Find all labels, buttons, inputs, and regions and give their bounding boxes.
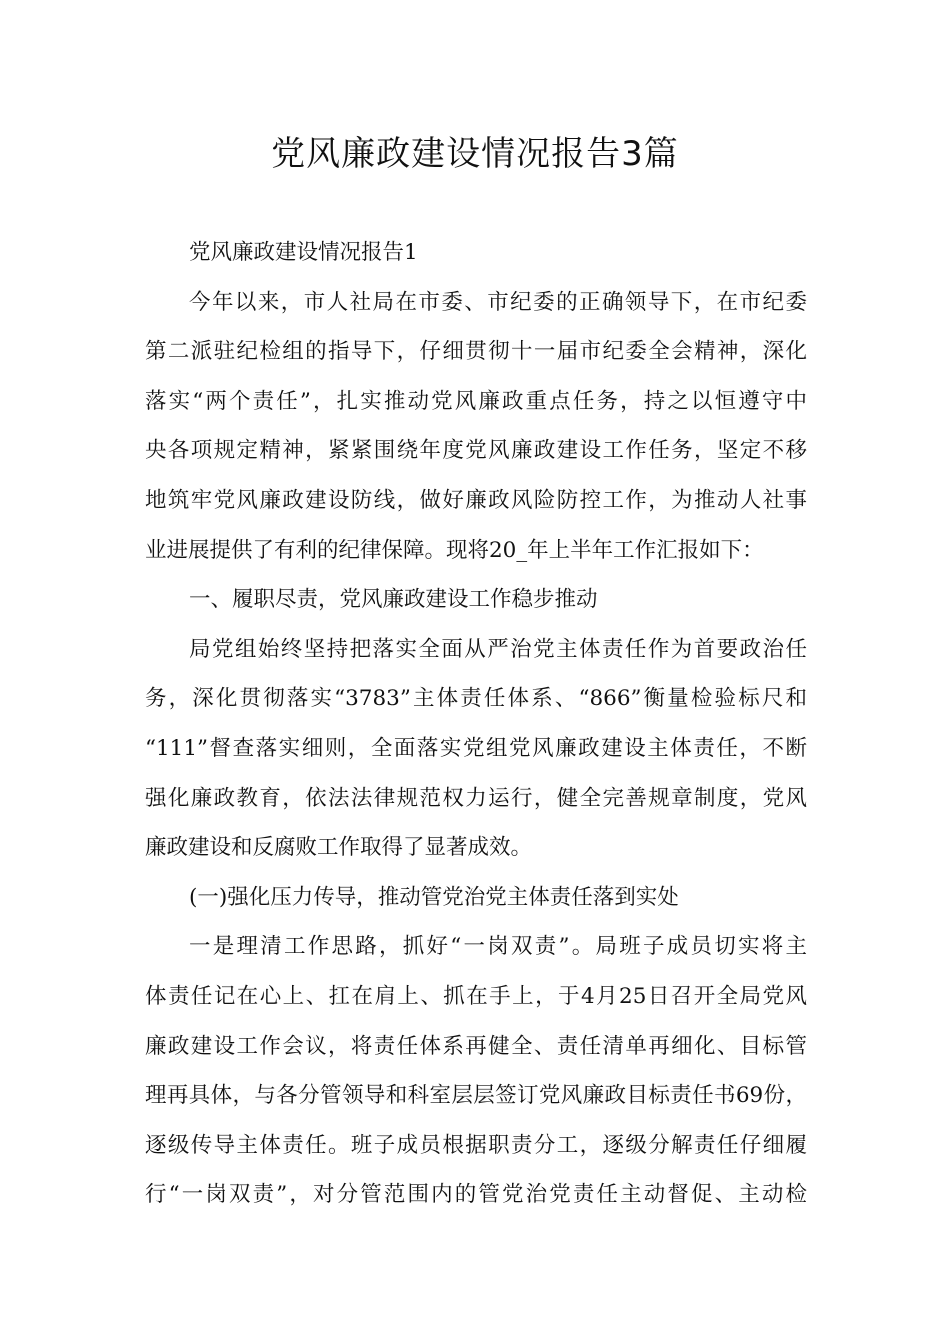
paragraph xyxy=(145,625,807,873)
paragraph xyxy=(145,873,807,923)
text-line: 廉政建设和反腐败工作取得了显著成效。 xyxy=(145,835,533,861)
text-line: 务，深化贯彻落实“3783”主体责任体系、“866”衡量检验标尺和 xyxy=(145,686,807,712)
text-line: 理再具体，与各分管领导和科室层层签订党风廉政目标责任书69份， xyxy=(145,1083,807,1109)
text-line: 党风廉政建设情况报告1 xyxy=(189,240,418,265)
text-line: 一是理清工作思路，抓好“一岗双责”。局班子成员切实将主 xyxy=(189,934,807,960)
text-line: 今年以来，市人社局在市委、市纪委的正确领导下，在市纪委 xyxy=(189,289,807,315)
text-line: 第二派驻纪检组的指导下，仔细贯彻十一届市纪委全会精神，深化 xyxy=(145,339,807,365)
text-line: 业进展提供了有利的纪律保障。现将20_年上半年工作汇报如下： xyxy=(145,537,764,563)
text-line: (一)强化压力传导，推动管党治党主体责任落到实处 xyxy=(189,884,679,910)
text-line: 局党组始终坚持把落实全面从严治党主体责任作为首要政治任 xyxy=(189,636,807,662)
text-line: 逐级传导主体责任。班子成员根据职责分工，逐级分解责任仔细履 xyxy=(145,1132,807,1158)
paragraph xyxy=(145,922,807,1220)
paragraph xyxy=(145,278,807,576)
text-line: 一、履职尽责，党风廉政建设工作稳步推动 xyxy=(189,587,598,613)
text-line: 行“一岗双责”，对分管范围内的管党治党责任主动督促、主动检 xyxy=(145,1182,807,1208)
document-body xyxy=(145,228,807,1220)
text-line: 地筑牢党风廉政建设防线，做好廉政风险防控工作，为推动人社事 xyxy=(145,487,807,513)
text-line: 强化廉政教育，依法法律规范权力运行，健全完善规章制度，党风 xyxy=(145,785,807,811)
text-line: 央各项规定精神，紧紧围绕年度党风廉政建设工作任务，坚定不移 xyxy=(145,438,807,464)
text-line: 落实“两个责任”，扎实推动党风廉政重点任务，持之以恒遵守中 xyxy=(145,388,807,414)
paragraph xyxy=(145,228,807,278)
document-title: 党风廉政建设情况报告3篇 xyxy=(271,134,679,174)
paragraph xyxy=(145,575,807,625)
text-line: 体责任记在心上、扛在肩上、抓在手上，于4月25日召开全局党风 xyxy=(145,983,807,1009)
text-line: 廉政建设工作会议，将责任体系再健全、责任清单再细化、目标管 xyxy=(145,1033,807,1059)
text-line: “111”督查落实细则，全面落实党组党风廉政建设主体责任，不断 xyxy=(145,735,807,761)
